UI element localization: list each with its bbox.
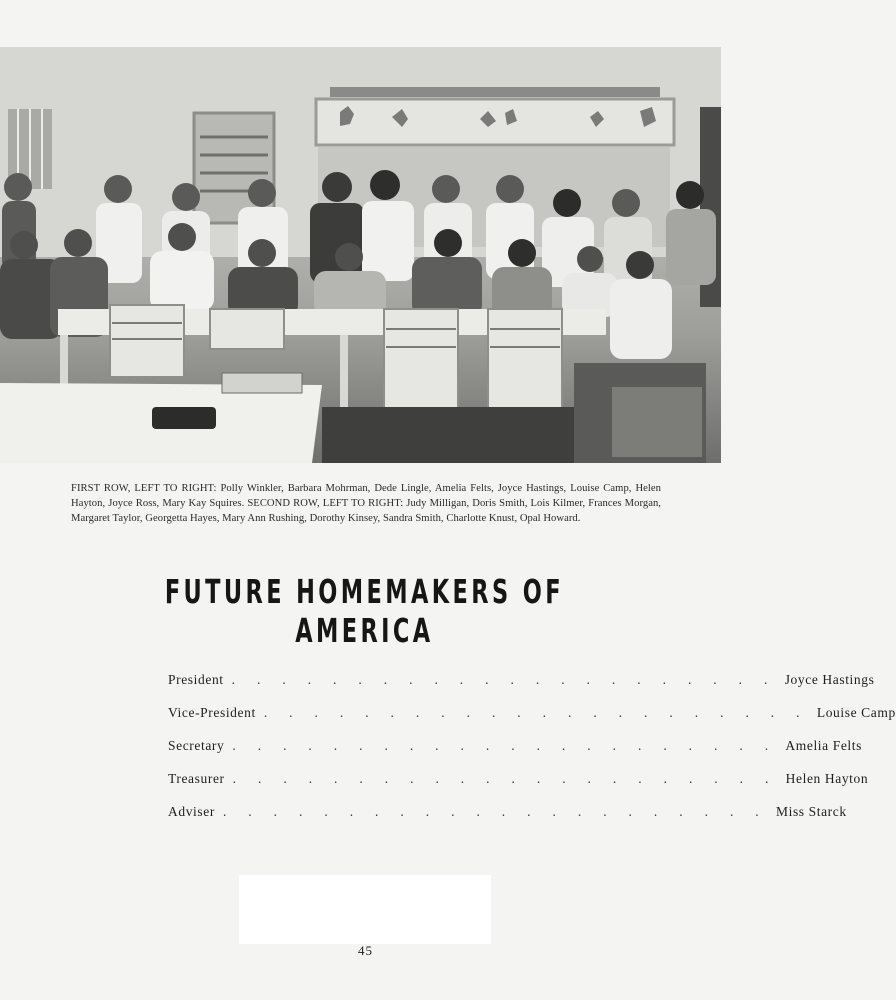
- officer-row-president: [168, 668, 875, 701]
- officer-name: Louise Camp: [816, 705, 896, 720]
- dot-leader: . . . . . . . . . . . . . . . . . . . . . .: [263, 705, 809, 720]
- dot-leader: . . . . . . . . . . . . . . . . . . . . . .: [222, 804, 768, 819]
- photo-caption: FIRST ROW, LEFT TO RIGHT: Polly Winkler, Barbara Mohrman, Dede Lingle, Amelia Felts, Joyce Hastings, Louise Camp, Helen Hayton, Joyce Ross, Mary Kay Squires. SECOND ROW, LEFT TO RIGHT: Judy Milligan, Doris Smith, Lois Kilmer, Frances Morgan, Margaret Taylor, Georgetta Hayes, Mary Ann Rushing, Dorothy Kinsey, Sandra Smith, Charlotte Knust, Opal Howard.: [71, 483, 661, 524]
- page-number: 45: [358, 943, 373, 958]
- group-photo-icon: [0, 47, 721, 463]
- officer-role: Treasurer: [168, 771, 225, 786]
- dot-leader: . . . . . . . . . . . . . . . . . . . . . .: [232, 738, 778, 753]
- page-title: FUTURE HOMEMAKERS OF AMERICA: [164, 572, 564, 650]
- officer-name: Joyce Hastings: [784, 672, 875, 687]
- officers-list: [168, 668, 896, 833]
- blank-label-area: [239, 875, 491, 944]
- officer-name: Amelia Felts: [785, 738, 862, 753]
- officer-row-treasurer: [168, 767, 869, 800]
- officer-role: President: [168, 672, 224, 687]
- officer-name: Helen Hayton: [785, 771, 869, 786]
- group-photo: [0, 47, 721, 463]
- officer-row-adviser: [168, 800, 847, 833]
- officer-row-secretary: [168, 734, 862, 767]
- officer-role: Adviser: [168, 804, 215, 819]
- officer-role: Secretary: [168, 738, 225, 753]
- officer-role: Vice-President: [168, 705, 256, 720]
- dot-leader: . . . . . . . . . . . . . . . . . . . . . .: [231, 672, 777, 687]
- officer-name: Miss Starck: [775, 804, 847, 819]
- officer-row-vice-president: [168, 701, 896, 734]
- dot-leader: . . . . . . . . . . . . . . . . . . . . . .: [232, 771, 778, 786]
